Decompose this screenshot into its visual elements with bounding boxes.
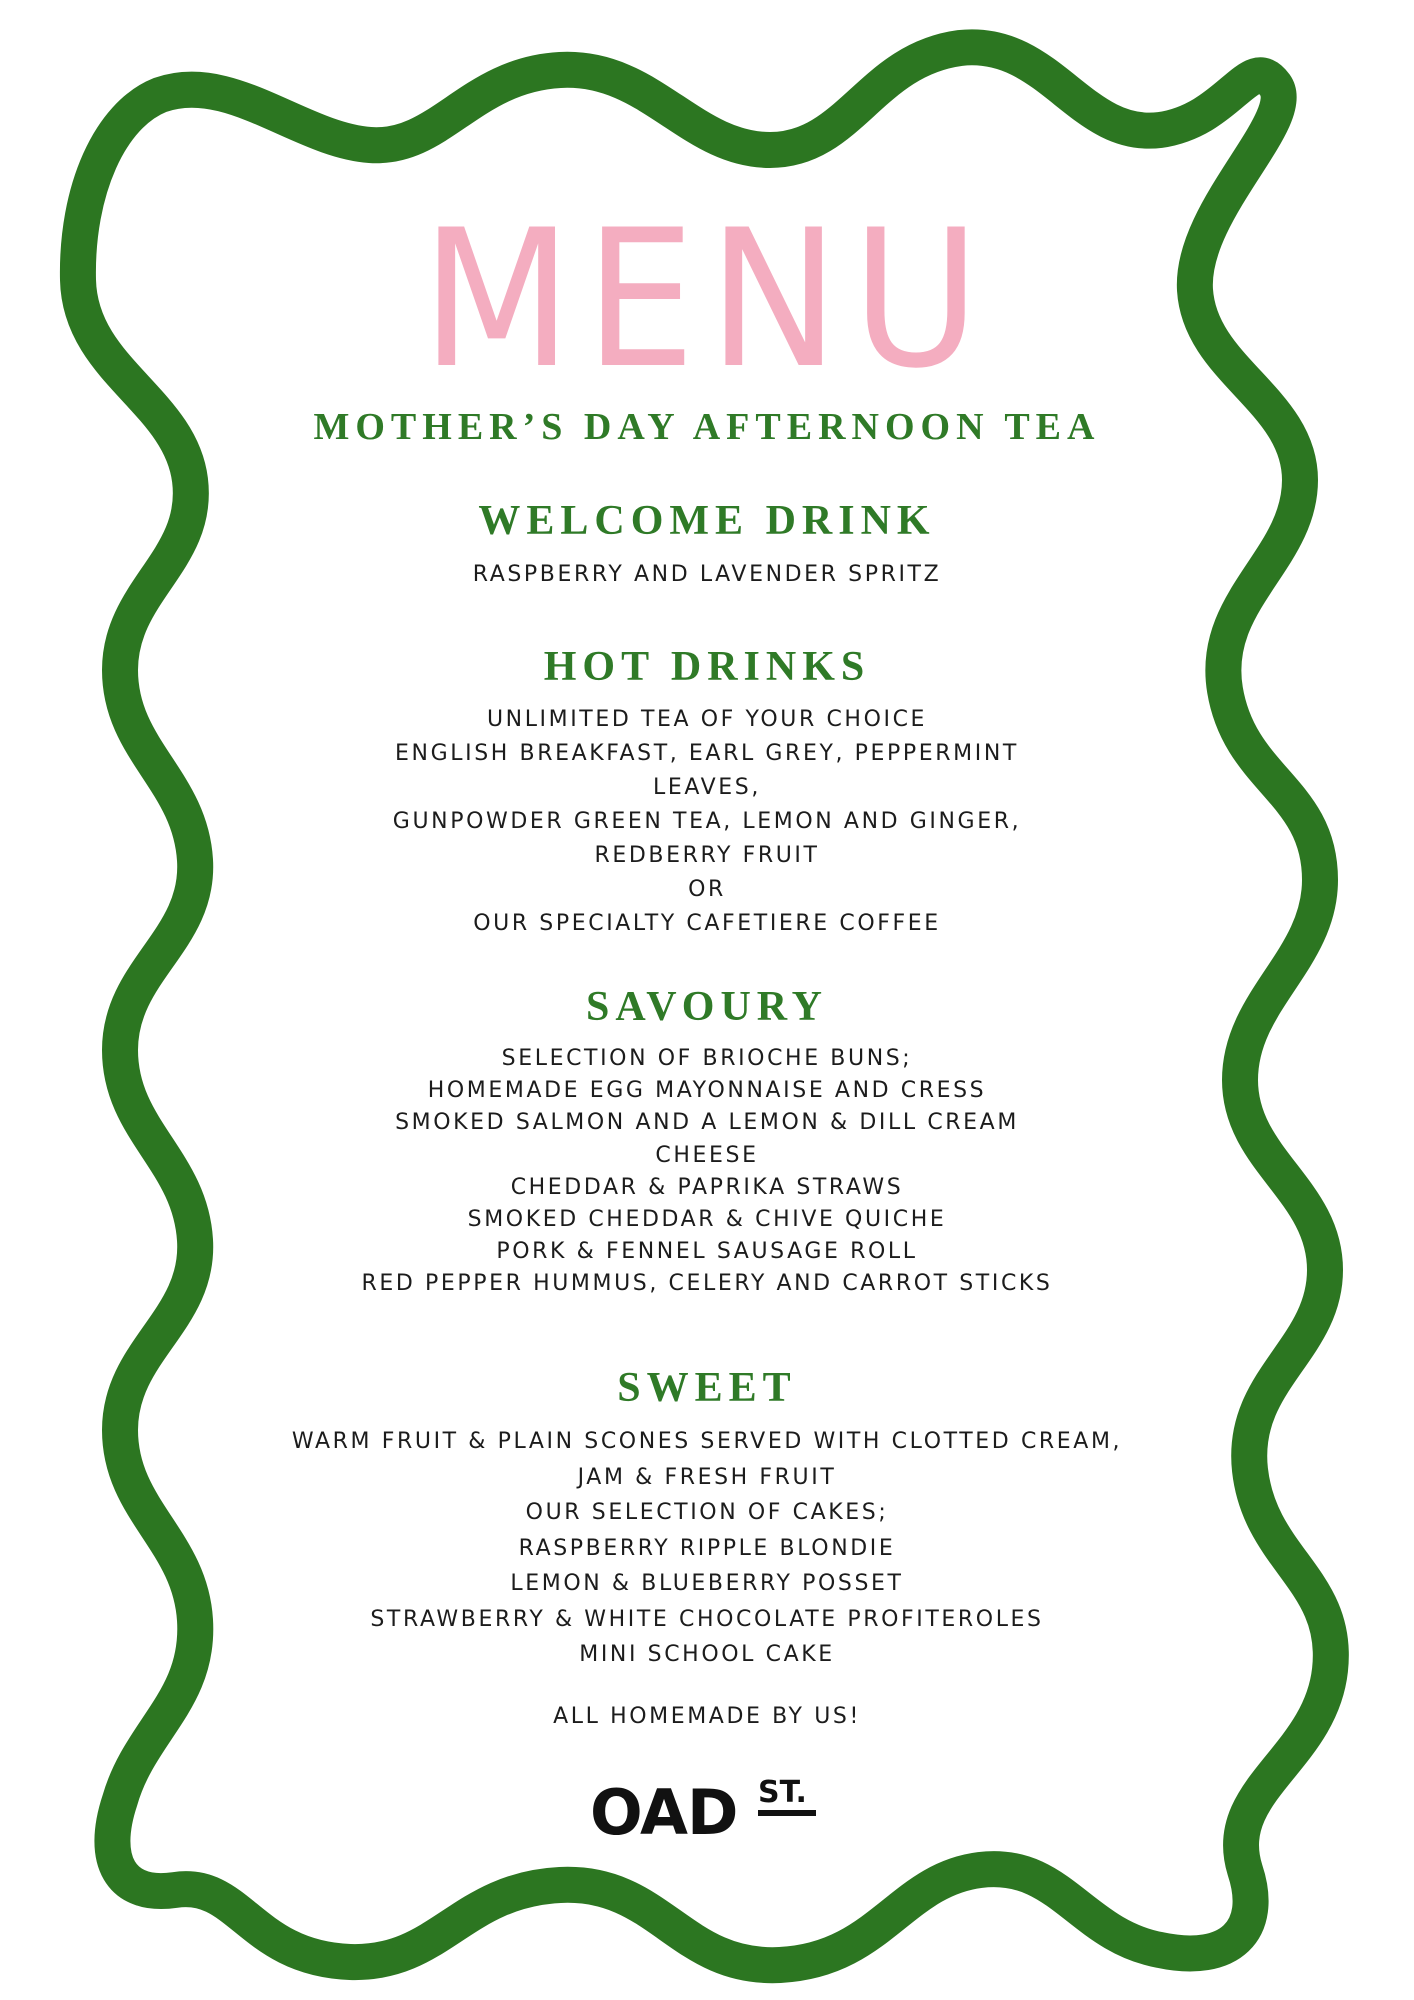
list-item: OR — [688, 877, 726, 902]
menu-title: MENU — [421, 189, 993, 410]
list-item: UNLIMITED TEA OF YOUR CHOICE — [486, 707, 928, 732]
list-item: RASPBERRY RIPPLE BLONDIE — [518, 1535, 896, 1561]
list-item: LEAVES, — [653, 775, 761, 800]
menu-subtitle: MOTHER’S DAY AFTERNOON TEA — [313, 406, 1101, 448]
list-item: SMOKED SALMON AND A LEMON & DILL CREAM — [395, 1110, 1019, 1136]
list-item: WARM FRUIT & PLAIN SCONES SERVED WITH CLOTTED CREAM, — [291, 1429, 1123, 1454]
section-items-sweet — [0, 1424, 1414, 1673]
list-item: GUNPOWDER GREEN TEA, LEMON AND GINGER, — [392, 809, 1022, 834]
logo-sup-text: ST. — [758, 1775, 807, 1810]
logo-underline — [758, 1810, 816, 1816]
list-item: MINI SCHOOL CAKE — [579, 1642, 835, 1667]
list-item: CHEESE — [655, 1142, 759, 1168]
list-item: REDBERRY FRUIT — [594, 843, 820, 868]
list-item: LEMON & BLUEBERRY POSSET — [510, 1571, 904, 1596]
oad-st-logo — [590, 1770, 830, 1850]
footer-note: ALL HOMEMADE BY US! — [553, 1704, 861, 1729]
section-heading-savoury: SAVOURY — [586, 984, 828, 1030]
list-item: HOMEMADE EGG MAYONNAISE AND CRESS — [427, 1078, 987, 1104]
section-items-savoury — [0, 1043, 1414, 1301]
section-heading-hot-drinks: HOT DRINKS — [543, 644, 871, 690]
section-items-welcome-drink — [0, 558, 1414, 592]
list-item: SELECTION OF BRIOCHE BUNS; — [501, 1046, 913, 1071]
list-item: RASPBERRY AND LAVENDER SPRITZ — [472, 562, 942, 587]
list-item: OUR SELECTION OF CAKES; — [525, 1500, 889, 1525]
section-heading-welcome-drink: WELCOME DRINK — [478, 498, 936, 544]
list-item: PORK & FENNEL SAUSAGE ROLL — [496, 1239, 918, 1265]
list-item: RED PEPPER HUMMUS, CELERY AND CARROT STICKS — [361, 1271, 1053, 1297]
logo-main-text: OAD — [590, 1776, 738, 1849]
list-item: ENGLISH BREAKFAST, EARL GREY, PEPPERMINT — [395, 741, 1019, 766]
list-item: JAM & FRESH FRUIT — [577, 1464, 837, 1490]
list-item: STRAWBERRY & WHITE CHOCOLATE PROFITEROLES — [370, 1606, 1044, 1632]
list-item: CHEDDAR & PAPRIKA STRAWS — [510, 1174, 904, 1200]
list-item: SMOKED CHEDDAR & CHIVE QUICHE — [467, 1207, 947, 1233]
section-items-hot-drinks — [0, 703, 1414, 941]
section-heading-sweet: SWEET — [617, 1365, 797, 1411]
list-item: OUR SPECIALTY CAFETIERE COFFEE — [473, 911, 941, 936]
